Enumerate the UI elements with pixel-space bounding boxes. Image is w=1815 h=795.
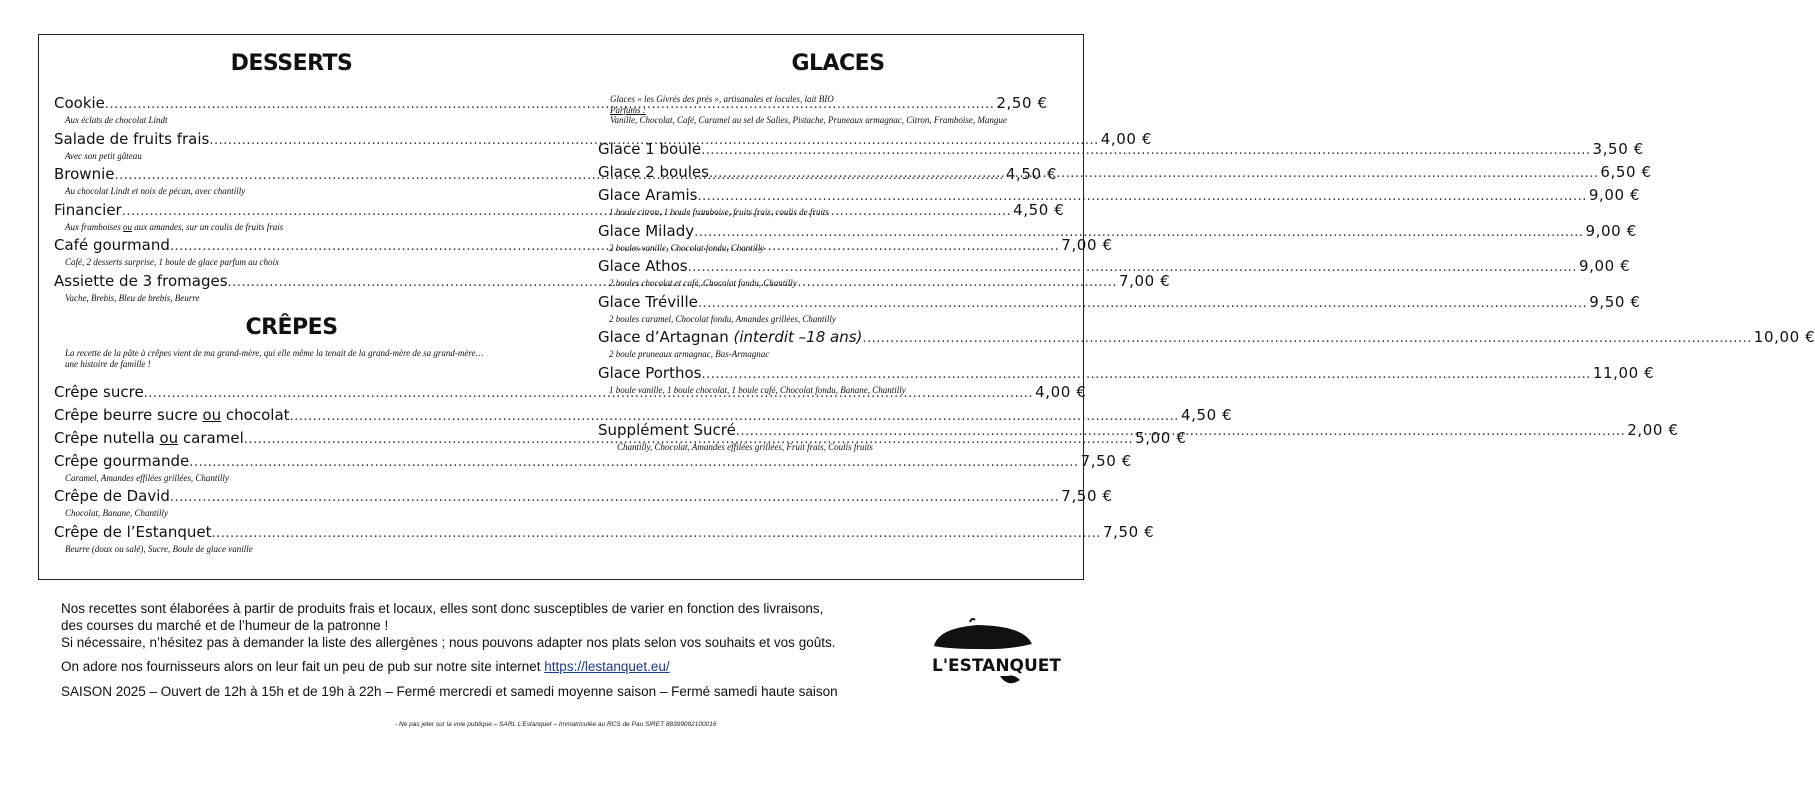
item-price: 4,50 € <box>1180 406 1233 424</box>
estanquet-logo <box>928 616 1062 696</box>
legal-notice: - Ne pas jeter sur la voie publique – SARL L’Estanquet – Immatriculée au RCS de Pau SIRET 88399092100016 <box>395 721 717 728</box>
pub-text: On adore nos fournisseurs alors on leur fait un peu de pub sur notre site internet <box>61 659 545 674</box>
parfums-label: Parfums : <box>610 104 646 115</box>
item-price: 9,00 € <box>1585 221 1637 240</box>
item-name: Cookie <box>54 94 105 112</box>
item-price: 9,00 € <box>1579 257 1631 275</box>
item-desc: 2 boules chocolat et café, Chocolat fondu, Chantilly <box>609 278 797 288</box>
item-price: 7,00 € <box>1061 236 1113 254</box>
item-desc: Au chocolat Lindt et noix de pécan, avec chantilly <box>65 186 246 196</box>
menu-item <box>54 487 1113 523</box>
item-desc: 1 boule citron, 1 boule framboise, fruits frais, coulis de fruits <box>609 207 829 217</box>
item-desc: 2 boules caramel, Chocolat fondu, Amandes grillées, Chantilly <box>609 313 836 324</box>
item-desc: 2 boules vanille, Chocolat fondu, Chantilly <box>609 242 765 253</box>
item-name: Glace Tréville <box>598 292 698 311</box>
desserts-title: DESSERTS <box>230 51 353 76</box>
menu-item <box>598 292 1641 329</box>
item-desc: Vache, Brebis, Bleu de brebis, Beurre <box>65 292 200 303</box>
glaces-intro <box>610 94 1007 126</box>
menu-frame <box>38 34 1815 580</box>
item-desc: Caramel, Amandes effilées grillées, Chantilly <box>65 473 229 483</box>
item-price: 4,50 € <box>1005 165 1058 183</box>
name-underlined: ou <box>202 406 222 424</box>
item-name: Salade de fruits frais <box>54 129 210 148</box>
item-name: Brownie <box>54 165 115 183</box>
item-desc: Aux éclats de chocolat Lindt <box>65 115 168 125</box>
menu-item <box>598 328 1815 364</box>
item-name: Crêpe sucre <box>54 383 144 401</box>
footer-line: Nos recettes sont élaborées à partir de produits frais et locaux, elles sont donc susceptibles de varier en fonction des livraisons, <box>61 601 824 616</box>
name-text: Crêpe nutella <box>54 429 160 447</box>
item-price: 9,50 € <box>1589 292 1641 311</box>
item-desc: Chocolat, Banane, Chantilly <box>65 508 168 518</box>
glaces-intro-line: Glaces « les Givrés des prés », artisanales et locales, lait BIO <box>610 94 834 104</box>
menu-item <box>598 363 1655 400</box>
item-price: 6,50 € <box>1600 163 1652 181</box>
menu-item <box>54 522 1155 559</box>
crepes-intro-line: La recette de la pâte à crêpes vient de ma grand-mère, qui elle même la tenait de la grand-mère de sa grand-mère… <box>65 348 484 358</box>
glaces-title: GLACES <box>791 51 885 76</box>
footer-line: des courses du marché et de l’humeur de la patronne ! <box>61 618 389 633</box>
item-price: 4,00 € <box>1035 383 1087 401</box>
beret-pepper-logo-icon <box>928 616 1062 696</box>
item-price: 7,00 € <box>1118 271 1171 290</box>
item-name: Glace Milady <box>598 221 695 240</box>
item-desc: Chantilly, Chocolat, Amandes effilées grillées, Fruit frais, Coulis fruits <box>617 442 873 452</box>
item-desc: 1 boule vanille, 1 boule chocolat, 1 boule café, Chocolat fondu, Banane, Chantilly <box>609 384 906 395</box>
website-link[interactable]: https://lestanquet.eu/ <box>544 659 670 674</box>
item-name: Supplément Sucré <box>598 421 736 439</box>
season-hours: SAISON 2025 – Ouvert de 12h à 15h et de 19h à 22h – Fermé mercredi et samedi moyenne saison – Fermé samedi haute saison <box>61 684 838 699</box>
item-name <box>54 429 244 447</box>
item-desc: Avec son petit gâteau <box>65 150 142 161</box>
footer-pub <box>61 658 838 675</box>
name-text: Crêpe beurre sucre <box>54 406 203 424</box>
crepes-title: CRÊPES <box>245 315 338 340</box>
item-name: Glace 1 boule <box>598 140 702 158</box>
item-price: 7,50 € <box>1102 522 1155 541</box>
footer <box>61 600 838 700</box>
desc-text: aux amandes, sur un coulis de fruits frais <box>132 221 284 232</box>
logo-text: L'ESTANQUET <box>932 656 1062 676</box>
desc-underlined: ou <box>123 221 132 232</box>
item-name: Glace Porthos <box>598 363 702 382</box>
name-text: chocolat <box>221 406 290 424</box>
item-price: 4,00 € <box>1100 129 1153 148</box>
item-price: 7,50 € <box>1061 487 1113 505</box>
footer-line: Si nécessaire, n’hésitez pas à demander la liste des allergènes ; nous pouvons adapter nos plats selon vos souhaits et vos goûts. <box>61 635 836 650</box>
item-name: Glace 2 boules <box>598 163 709 181</box>
item-name: Financier <box>54 200 122 219</box>
desc-text: Aux framboises <box>65 221 123 232</box>
item-name <box>54 406 290 424</box>
item-price: 4,50 € <box>1013 200 1065 219</box>
age-restriction-note: (interdit –18 ans) <box>733 328 863 346</box>
item-desc: Beurre (doux ou salé), Sucre, Boule de glace vanille <box>65 543 253 554</box>
name-underlined: ou <box>159 429 179 447</box>
item-name: Crêpe de l’Estanquet <box>54 522 212 541</box>
item-price: 3,50 € <box>1592 140 1644 158</box>
item-price: 10,00 € <box>1753 328 1815 346</box>
item-desc: Café, 2 desserts surprise, 1 boule de glace parfum au choix <box>65 257 279 267</box>
item-name: Crêpe gourmande <box>54 452 190 470</box>
name-text: caramel <box>178 429 244 447</box>
menu-item <box>54 452 1132 487</box>
crepes-intro <box>65 348 484 370</box>
item-price: 2,00 € <box>1627 421 1679 439</box>
item-name: Glace Athos <box>598 257 688 275</box>
parfums-list: Vanille, Chocolat, Café, Caramel au sel de Salies, Pistache, Pruneaux armagnac, Citron, Framboise, Mangue <box>610 115 1007 125</box>
item-name: Assiette de 3 fromages <box>54 271 228 290</box>
item-name <box>598 328 862 346</box>
item-name: Crêpe de David <box>54 487 170 505</box>
menu-item <box>54 406 1233 429</box>
crepes-intro-line: une histoire de famille ! <box>65 359 151 369</box>
item-price: 11,00 € <box>1592 363 1655 382</box>
menu-item <box>598 140 1644 163</box>
menu-item <box>598 186 1641 222</box>
item-desc <box>54 222 522 233</box>
name-text: Glace d’Artagnan <box>598 328 734 346</box>
item-price: 5,00 € <box>1135 429 1187 447</box>
item-price: 7,50 € <box>1080 452 1132 470</box>
menu-item <box>598 163 1652 186</box>
item-name: Glace Aramis <box>598 186 698 204</box>
item-name: Café gourmand <box>54 236 170 254</box>
item-desc: 2 boule pruneaux armagnac, Bas-Armagnac <box>609 349 770 359</box>
item-price: 9,00 € <box>1588 186 1641 204</box>
item-price: 2,50 € <box>996 94 1048 112</box>
